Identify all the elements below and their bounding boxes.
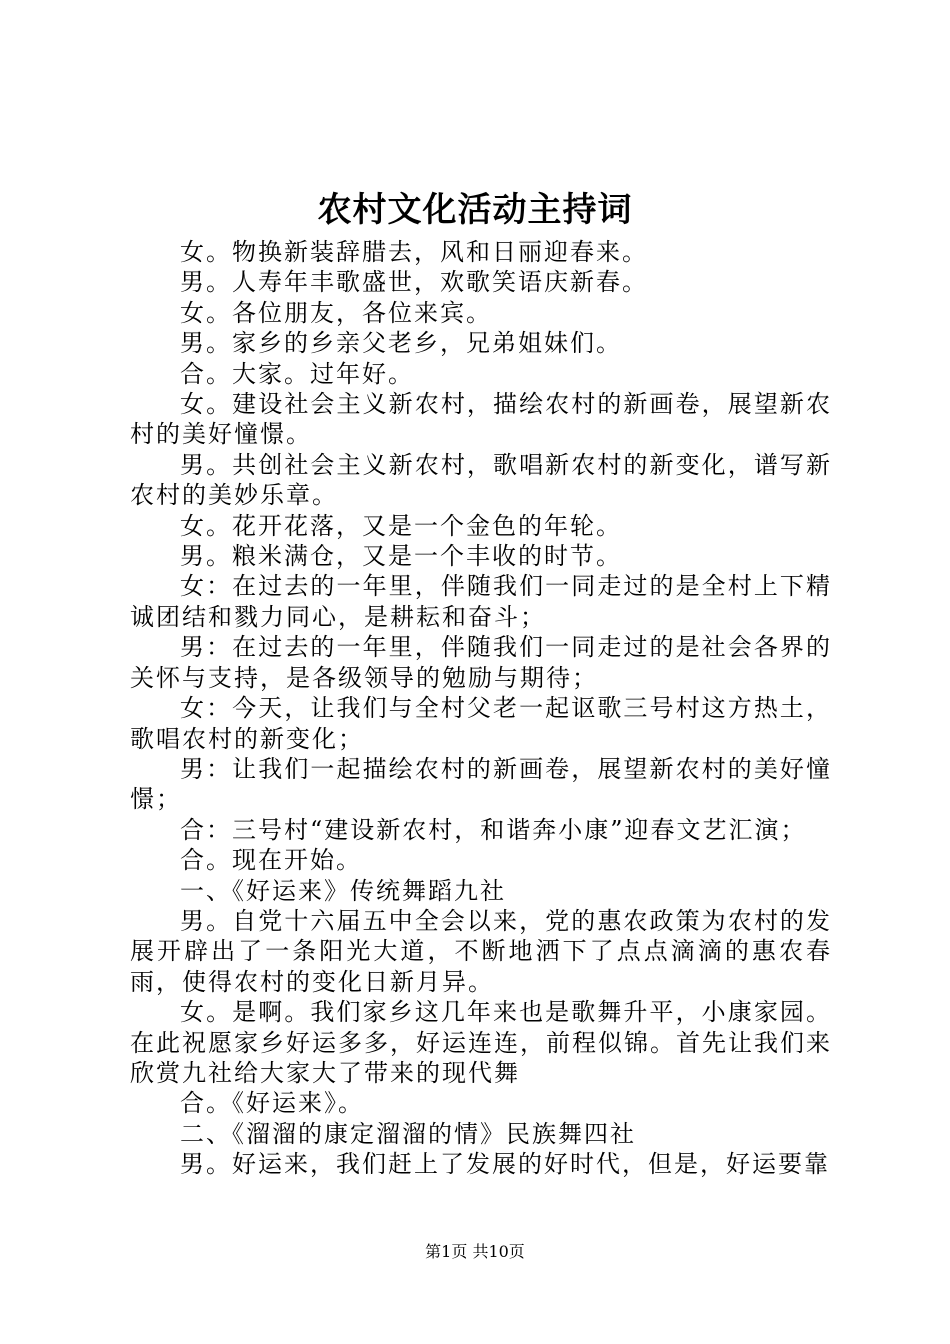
paragraph: 女。各位朋友，各位来宾。 bbox=[180, 298, 492, 327]
paragraph: 男。家乡的乡亲父老乡，兄弟姐妹们。 bbox=[180, 329, 622, 358]
paragraph: 男。人寿年丰歌盛世，欢歌笑语庆新春。 bbox=[180, 268, 648, 297]
paragraph: 合。大家。过年好。 bbox=[180, 359, 414, 388]
paragraph: 合：三号村“建设新农村，和谐奔小康”迎春文艺汇演； bbox=[180, 815, 807, 844]
section-heading: 二、《溜溜的康定溜溜的情》民族舞四社 bbox=[180, 1119, 636, 1148]
page-number-footer: 第1页 共10页 bbox=[425, 1242, 525, 1261]
section-heading: 一、《好运来》传统舞蹈九社 bbox=[180, 876, 506, 905]
paragraph: 男。自党十六届五中全会以来，党的惠农政策为农村的发展开辟出了一条阳光大道，不断地洒下了点点滴滴的惠农春雨，使得农村的变化日新月异。 bbox=[130, 906, 832, 996]
paragraph: 女。是啊。我们家乡这几年来也是歌舞升平，小康家园。在此祝愿家乡好运多多，好运连连，前程似锦。首先让我们来欣赏九社给大家大了带来的现代舞 bbox=[130, 998, 832, 1087]
paragraph: 男。好运来，我们赶上了发展的好时代，但是，好运要靠 bbox=[180, 1150, 830, 1179]
document-title: 农村文化活动主持词 bbox=[317, 190, 633, 230]
paragraph: 女。花开花落，又是一个金色的年轮。 bbox=[180, 511, 622, 540]
paragraph: 女。建设社会主义新农村，描绘农村的新画卷，展望新农村的美好憧憬。 bbox=[130, 390, 832, 449]
paragraph: 女。物换新装辞腊去，风和日丽迎春来。 bbox=[180, 238, 648, 266]
paragraph: 合。《好运来》。 bbox=[180, 1089, 364, 1118]
paragraph: 女：在过去的一年里，伴随我们一同走过的是全村上下精诚团结和戮力同心，是耕耘和奋斗； bbox=[130, 572, 832, 631]
paragraph: 男：在过去的一年里，伴随我们一同走过的是社会各界的关怀与支持，是各级领导的勉励与期待； bbox=[130, 633, 832, 692]
paragraph: 男。共创社会主义新农村，歌唱新农村的新变化，谱写新农村的美妙乐章。 bbox=[130, 450, 832, 510]
document-body bbox=[130, 237, 832, 1180]
paragraph: 合。现在开始。 bbox=[180, 846, 362, 875]
paragraph: 男：让我们一起描绘农村的新画卷，展望新农村的美好憧憬； bbox=[130, 754, 832, 814]
paragraph: 男。粮米满仓，又是一个丰收的时节。 bbox=[180, 542, 622, 571]
paragraph: 女：今天，让我们与全村父老一起讴歌三号村这方热土，歌唱农村的新变化； bbox=[130, 694, 832, 753]
